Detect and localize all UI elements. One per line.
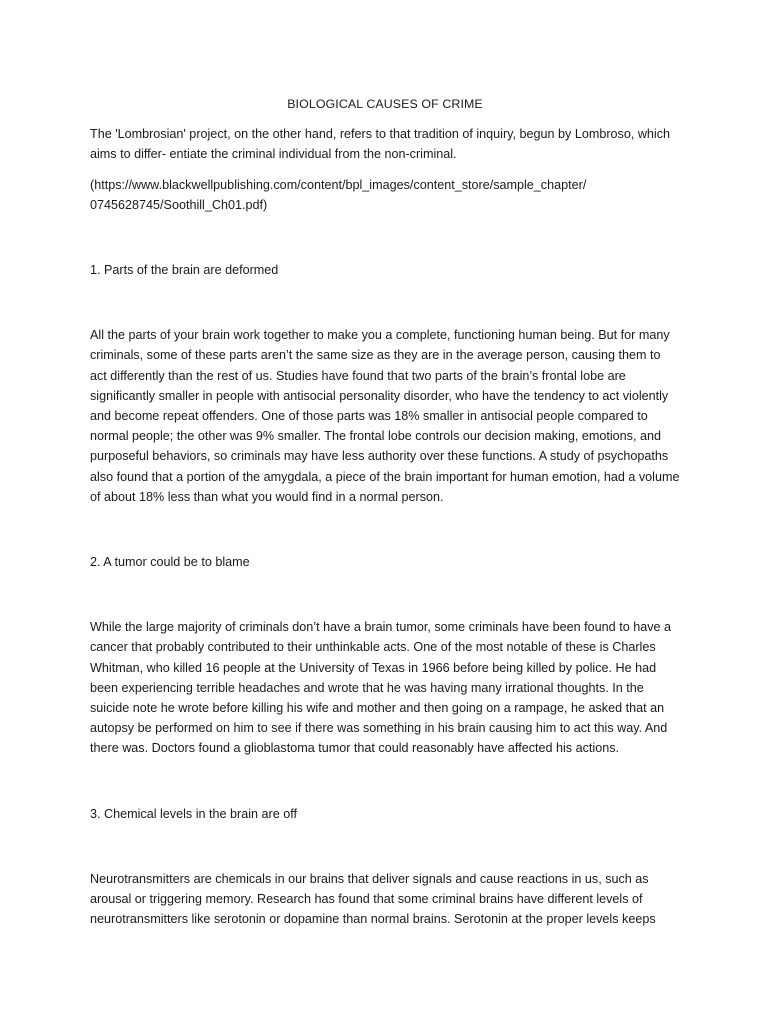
section-heading-2: 2. A tumor could be to blame: [90, 555, 250, 570]
document-body: [90, 94, 680, 974]
document-title: BIOLOGICAL CAUSES OF CRIME: [287, 97, 483, 111]
section-heading-1: 1. Parts of the brain are deformed: [90, 263, 279, 278]
section-heading-3: 3. Chemical levels in the brain are off: [90, 806, 297, 821]
source-url: [90, 175, 680, 215]
section-body-3: Neurotransmitters are chemicals in our brains that deliver signals and cause reactions in us, such as arousal or triggering memory. Research has found that some criminal brains have different levels of neurotransmitters like serotonin or dopamine than normal brains. Serotonin at the proper levels keeps: [90, 871, 656, 927]
intro-paragraph: The 'Lombrosian' project, on the other hand, refers to that tradition of inquiry, begun by Lombroso, which aims to differ- entiate the criminal individual from the non-criminal.: [90, 127, 671, 162]
source-url-line-2: 0745628745/Soothill_Ch01.pdf): [90, 197, 268, 212]
section-body-1: All the parts of your brain work together to make you a complete, functioning human being. But for many criminals, some of these parts aren’t the same size as they are in the average person, causing them to act differently than the rest of us. Studies have found that two parts of the brain’s frontal lobe are significantly smaller in people with antisocial personality disorder, who have the tendency to act violently and become repeat offenders. One of those parts was 18% smaller in antisocial people compared to normal people; the other was 9% smaller. The frontal lobe controls our decision making, emotions, and purposeful behaviors, so criminals may have less authority over these functions. A study of psychopaths also found that a portion of the amygdala, a piece of the brain important for human emotion, had a volume of about 18% less than what you would find in a normal person.: [90, 328, 680, 504]
section-body-2: While the large majority of criminals don’t have a brain tumor, some criminals have been found to have a cancer that probably contributed to their unthinkable acts. One of the most notable of these is Charles Whitman, who killed 16 people at the University of Texas in 1966 before being killed by police. He had been experiencing terrible headaches and wrote that he was having many irrational thoughts. In the suicide note he wrote before killing his wife and mother and then going on a rampage, he asked that an autopsy be performed on him to see if there was something in his brain causing him to act this way. And there was. Doctors found a glioblastoma tumor that could reasonably have affected his actions.: [90, 620, 672, 756]
source-url-line-1: (https://www.blackwellpublishing.com/content/bpl_images/content_store/sample_chapter/: [90, 177, 587, 192]
